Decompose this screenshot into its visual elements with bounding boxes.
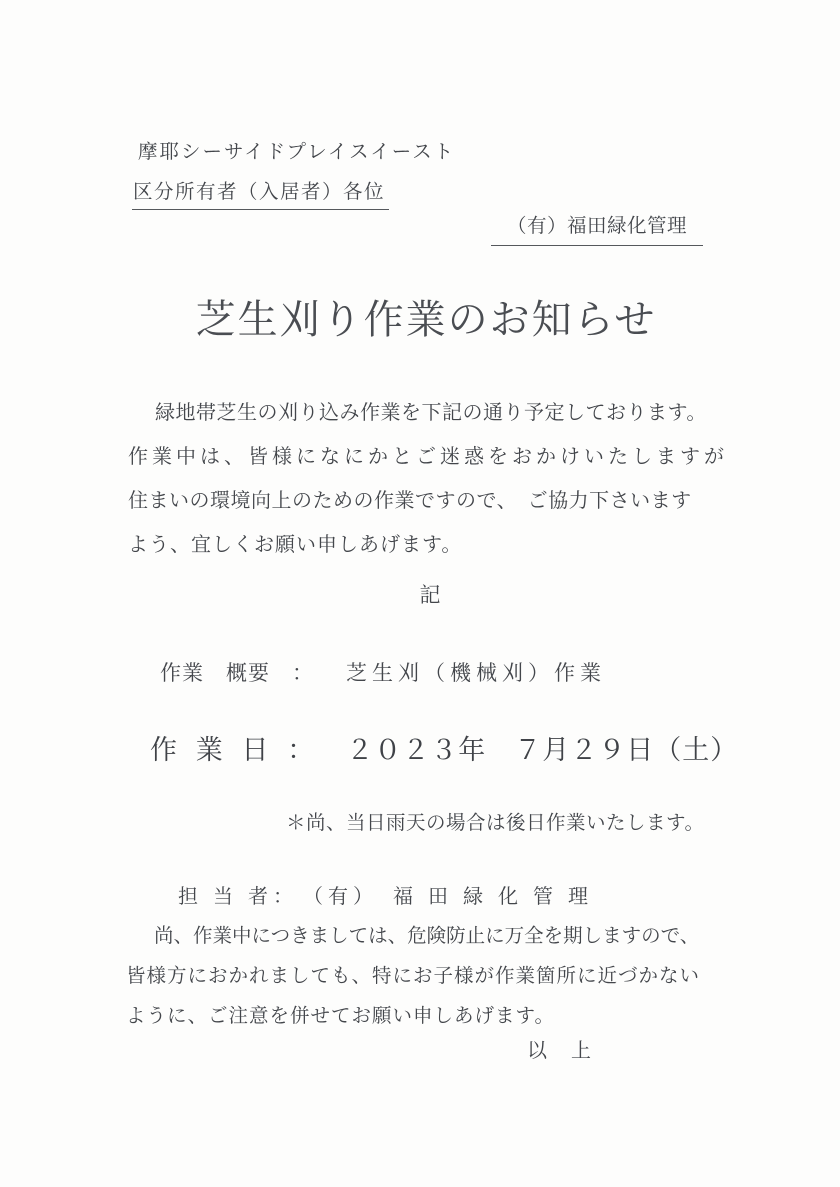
intro-paragraph-line-4: よう、宜しくお願い申しあげます。 [128,534,463,556]
intro-paragraph-line-2: 作業中は、皆様になにかとご迷惑をおかけいたしますが [128,446,728,468]
caution-paragraph-line-2: 皆様方におかれましても、特にお子様が作業箇所に近づかない [126,966,701,987]
contact-person-line: 担 当 者： （有） 福 田 緑 化 管 理 [178,886,593,908]
work-date-value: ２０２３年 ７月２９日（土） [346,735,739,765]
recipient-addressees: 区分所有者（入居者）各位 [132,182,389,210]
caution-paragraph-line-3: ように、ご注意を併せてお願い申しあげます。 [126,1006,555,1027]
page-title: 芝生刈り作業のお知らせ [195,297,657,342]
record-marker: 記 [419,583,441,607]
sender-company-name: （有）福田緑化管理 [491,216,703,246]
rain-postponement-note: ＊尚、当日雨天の場合は後日作業いたします。 [286,813,705,834]
work-date-label: 作 業 日 ： [150,735,321,765]
work-summary-row [160,661,606,685]
intro-paragraph-line-3: 住まいの環境向上のための作業ですので、 ご協力下さいます [128,490,692,512]
caution-paragraph-line-1: 尚、作業中につきましては、危険防止に万全を期しますので、 [154,926,700,947]
recipient-building-name: 摩耶シーサイドプレイスイースト [138,142,456,163]
work-summary-label: 作業 概要 ： [160,661,314,685]
closing-marker: 以 上 [527,1040,593,1062]
intro-paragraph-line-1: 緑地帯芝生の刈り込み作業を下記の通り予定しております。 [155,402,707,424]
work-date-row [150,735,738,766]
work-summary-value: 芝生刈（機械刈）作業 [346,661,606,685]
